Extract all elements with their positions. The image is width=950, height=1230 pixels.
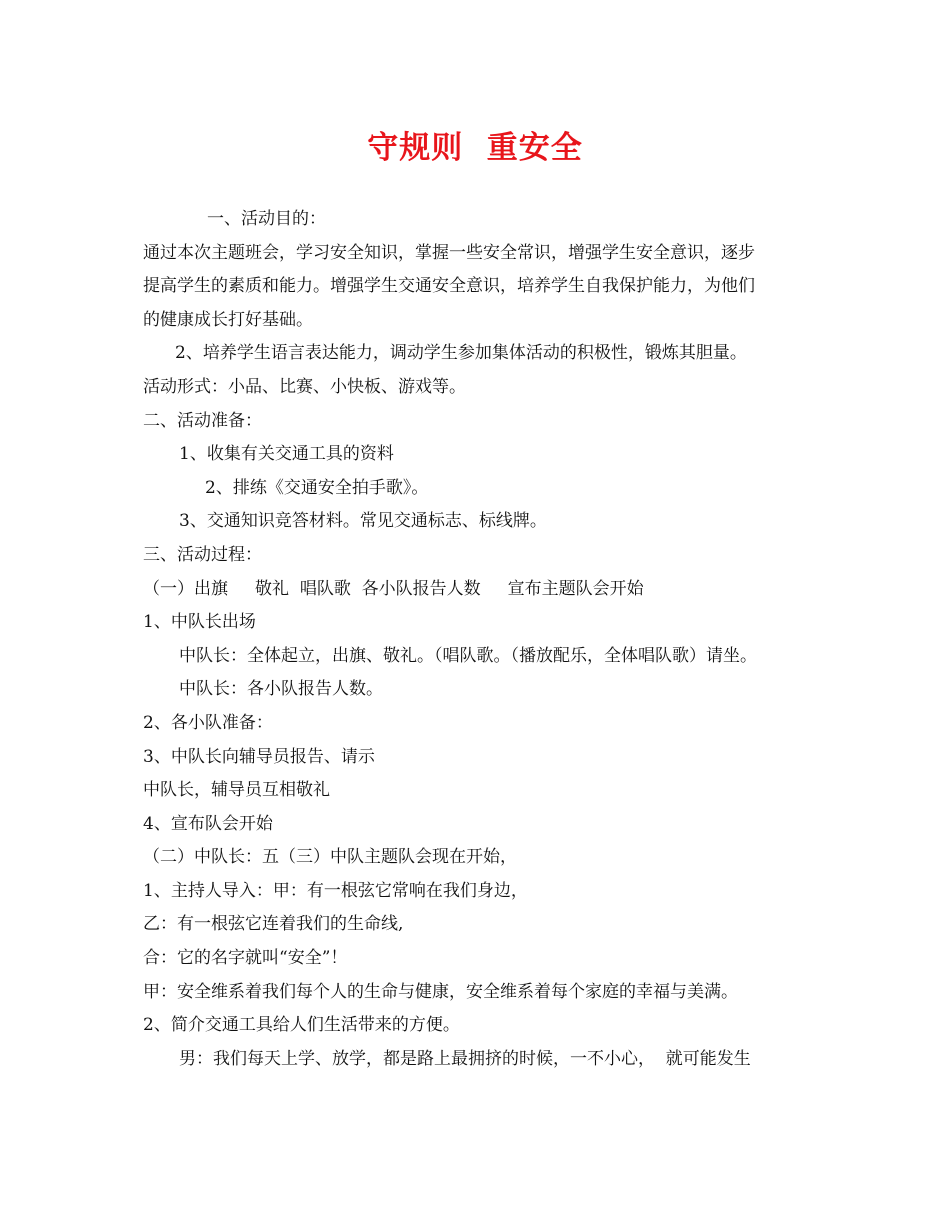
list-item: 2、各小队准备：: [143, 712, 273, 733]
section-heading-purpose: 一、活动目的：: [207, 209, 326, 229]
paragraph-line: 男：我们每天上学、放学，都是路上最拥挤的时候，一不小心， 就可能发生: [179, 1048, 751, 1069]
document-title: 守规则 重安全: [367, 130, 583, 166]
paragraph-line: 乙：有一根弦它连着我们的生命线,: [143, 914, 404, 935]
list-item: 3、交通知识竞答材料。常见交通标志、标线牌。: [179, 511, 547, 532]
list-item: 4、宣布队会开始: [143, 813, 273, 834]
paragraph-line: 的健康成长打好基础。: [143, 309, 313, 330]
list-item: 1、主持人导入：甲：有一根弦它常响在我们身边，: [143, 880, 528, 901]
list-item: 2、简介交通工具给人们生活带来的方便。: [143, 1015, 460, 1036]
list-item: 1、中队长出场: [143, 612, 256, 633]
list-item: 1、收集有关交通工具的资料: [179, 444, 394, 465]
paragraph-line: 合：它的名字就叫“安全”！: [143, 948, 348, 969]
paragraph-line: 甲：安全维系着我们每个人的生命与健康，安全维系着每个家庭的幸福与美满。: [143, 981, 738, 1002]
section-heading-process: 三、活动过程：: [143, 544, 262, 565]
paragraph-line: 提高学生的素质和能力。增强学生交通安全意识，培养学生自我保护能力，为他们: [143, 276, 755, 297]
section-heading-preparation: 二、活动准备：: [143, 410, 262, 431]
document-body: [143, 203, 833, 1076]
paragraph-line: 活动形式：小品、比赛、小快板、游戏等。: [143, 376, 466, 397]
list-item: 3、中队长向辅导员报告、请示: [143, 746, 375, 767]
list-item: 2、排练《交通安全拍手歌》。: [205, 477, 429, 498]
paragraph-line: 中队长：各小队报告人数。: [179, 679, 383, 700]
paragraph-line: （二）中队长：五（三）中队主题队会现在开始，: [143, 847, 517, 868]
paragraph-line: 中队长：全体起立，出旗、敬礼。（唱队歌。（播放配乐，全体唱队歌）请坐。: [179, 645, 757, 666]
paragraph-line: （一）出旗 敬礼 唱队歌 各小队报告人数 宣布主题队会开始: [143, 578, 644, 599]
paragraph-line: 2、培养学生语言表达能力，调动学生参加集体活动的积极性，锻炼其胆量。: [175, 343, 747, 364]
paragraph-line: 通过本次主题班会，学习安全知识，掌握一些安全常识，增强学生安全意识，逐步: [143, 242, 755, 263]
paragraph-line: 中队长，辅导员互相敬礼: [143, 780, 330, 801]
